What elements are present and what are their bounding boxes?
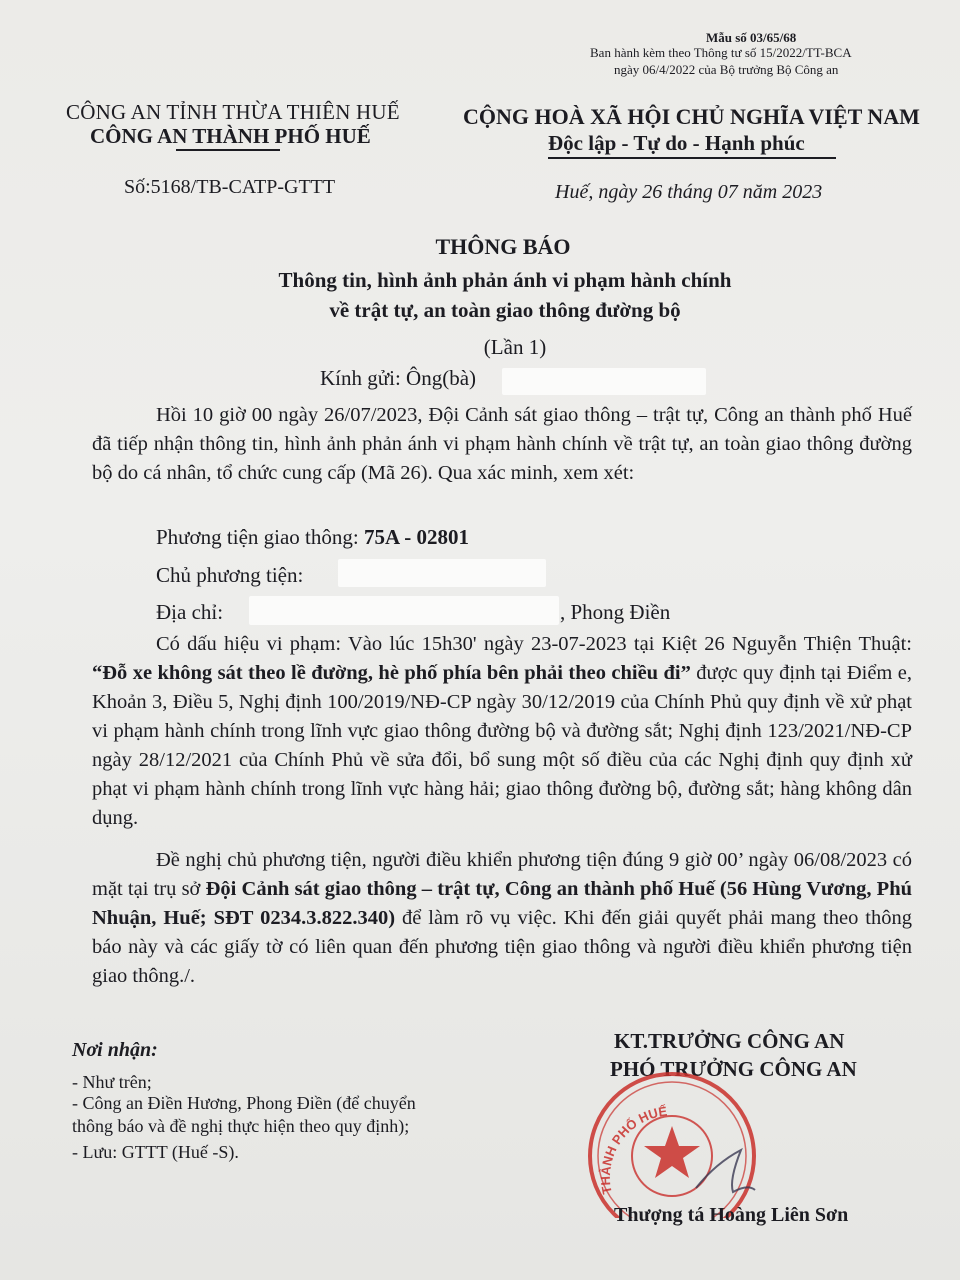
- nation-motto: Độc lập - Tự do - Hạnh phúc: [548, 131, 805, 155]
- intro-paragraph: Hồi 10 giờ 00 ngày 26/07/2023, Đội Cảnh sát giao thông – trật tự, Công an thành phố Huế đã tiếp nhận thông tin, hình ảnh phản ánh vi phạm hành chính về trật tự, an toàn giao thông đường bộ do cá nhân, tổ chức cung cấp (Mã 26). Qua xác minh, xem xét:: [92, 404, 912, 484]
- document-number: Số:5168/TB-CATP-GTTT: [124, 176, 336, 198]
- notice-count: (Lần 1): [483, 335, 547, 359]
- vehicle-label: Phương tiện giao thông:: [156, 525, 359, 549]
- document-title: THÔNG BÁO: [435, 234, 571, 259]
- motto-underline: [548, 157, 836, 159]
- recipient-label: Kính gửi: Ông(bà): [320, 366, 477, 390]
- request-location: Đội Cảnh sát giao thông – trật tự, Công an thành phố Huế (56 Hùng Vương, Phú Nhuận, Huế; SĐT 0234.3.822.340): [92, 878, 912, 929]
- place-date: Huế, ngày 26 tháng 07 năm 2023: [555, 181, 823, 203]
- signer-name: Thượng tá Hoàng Liên Sơn: [614, 1204, 849, 1226]
- recipient-item-2-cont: thông báo và đề nghị thực hiện theo quy định);: [72, 1116, 410, 1136]
- official-seal-icon: [572, 1068, 772, 1218]
- request-text-b: để làm rõ vụ việc. Khi đến giải quyết phải mang theo thông báo này và các giấy tờ có liên quan đến phương tiện giao thông và người điều khiển phương tiện giao thông./.: [92, 907, 912, 987]
- document-subtitle-1: Thông tin, hình ảnh phản ánh vi phạm hành chính: [278, 268, 732, 292]
- address-tail: , Phong Điền: [560, 600, 671, 624]
- violation-text-a: Có dấu hiệu vi phạm: Vào lúc 15h30' ngày 23-07-2023 tại Kiệt 26 Nguyễn Thiện Thuật:: [156, 633, 912, 655]
- document-subtitle-2: về trật tự, an toàn giao thông đường bộ: [329, 298, 681, 322]
- recipient-item-1: - Như trên;: [72, 1072, 152, 1092]
- violation-paragraph: [92, 630, 912, 833]
- form-issued-date: ngày 06/4/2022 của Bộ trưởng Bộ Công an: [614, 62, 839, 77]
- request-text-a: Đề nghị chủ phương tiện, người điều khiển phương tiện đúng 9 giờ 00’ ngày 06/08/2023 có mặt tại trụ sở: [92, 849, 912, 900]
- address-label: Địa chỉ:: [156, 600, 224, 624]
- violation-description: “Đỗ xe không sát theo lề đường, hè phố phía bên phải theo chiều đi”: [92, 662, 691, 684]
- vehicle-plate: 75A - 02801: [363, 525, 469, 549]
- redacted-recipient-name: [502, 368, 706, 395]
- violation-text-b: được quy định tại Điểm e, Khoản 3, Điều 5, Nghị định 100/2019/NĐ-CP ngày 30/12/2019 của Chính Phủ quy định về xử phạt vi phạm hành chính trong lĩnh vực giao thông đường bộ và đường sắt; Nghị định 123/2021/NĐ-CP ngày 28/12/2021 của Chính Phủ về sửa đổi, bổ sung một số điều của các Nghị định quy định xử phạt vi phạm hành chính trong lĩnh vực hàng hải; giao thông đường bộ, đường sắt; hàng không dân dụng.: [92, 662, 912, 829]
- recipient-item-3: - Lưu: GTTT (Huế -S).: [72, 1142, 239, 1162]
- owner-row: [156, 563, 303, 588]
- form-number: Mẫu số 03/65/68: [706, 30, 797, 45]
- recipient-item-2: - Công an Điền Hương, Phong Điền (để chuyển: [72, 1093, 416, 1113]
- seal-text: THÀNH PHỐ HUẾ: [597, 1103, 668, 1196]
- nation-title: CỘNG HOÀ XÃ HỘI CHỦ NGHĨA VIỆT NAM: [463, 104, 920, 129]
- agency-underline: [176, 149, 280, 151]
- agency-name: CÔNG AN THÀNH PHỐ HUẾ: [90, 124, 371, 148]
- owner-label: Chủ phương tiện:: [156, 563, 304, 587]
- recipients-title: Nơi nhận:: [72, 1039, 158, 1061]
- vehicle-row: [156, 525, 469, 550]
- form-issued-line: Ban hành kèm theo Thông tư số 15/2022/TT-BCA: [590, 45, 852, 60]
- redacted-address: [249, 596, 559, 625]
- signature-title-1: KT.TRƯỞNG CÔNG AN: [614, 1029, 845, 1053]
- agency-parent: CÔNG AN TỈNH THỪA THIÊN HUẾ: [66, 100, 400, 124]
- redacted-owner-name: [338, 559, 546, 587]
- signature-title-2: PHÓ TRƯỞNG CÔNG AN: [610, 1057, 857, 1081]
- request-paragraph: [92, 846, 912, 991]
